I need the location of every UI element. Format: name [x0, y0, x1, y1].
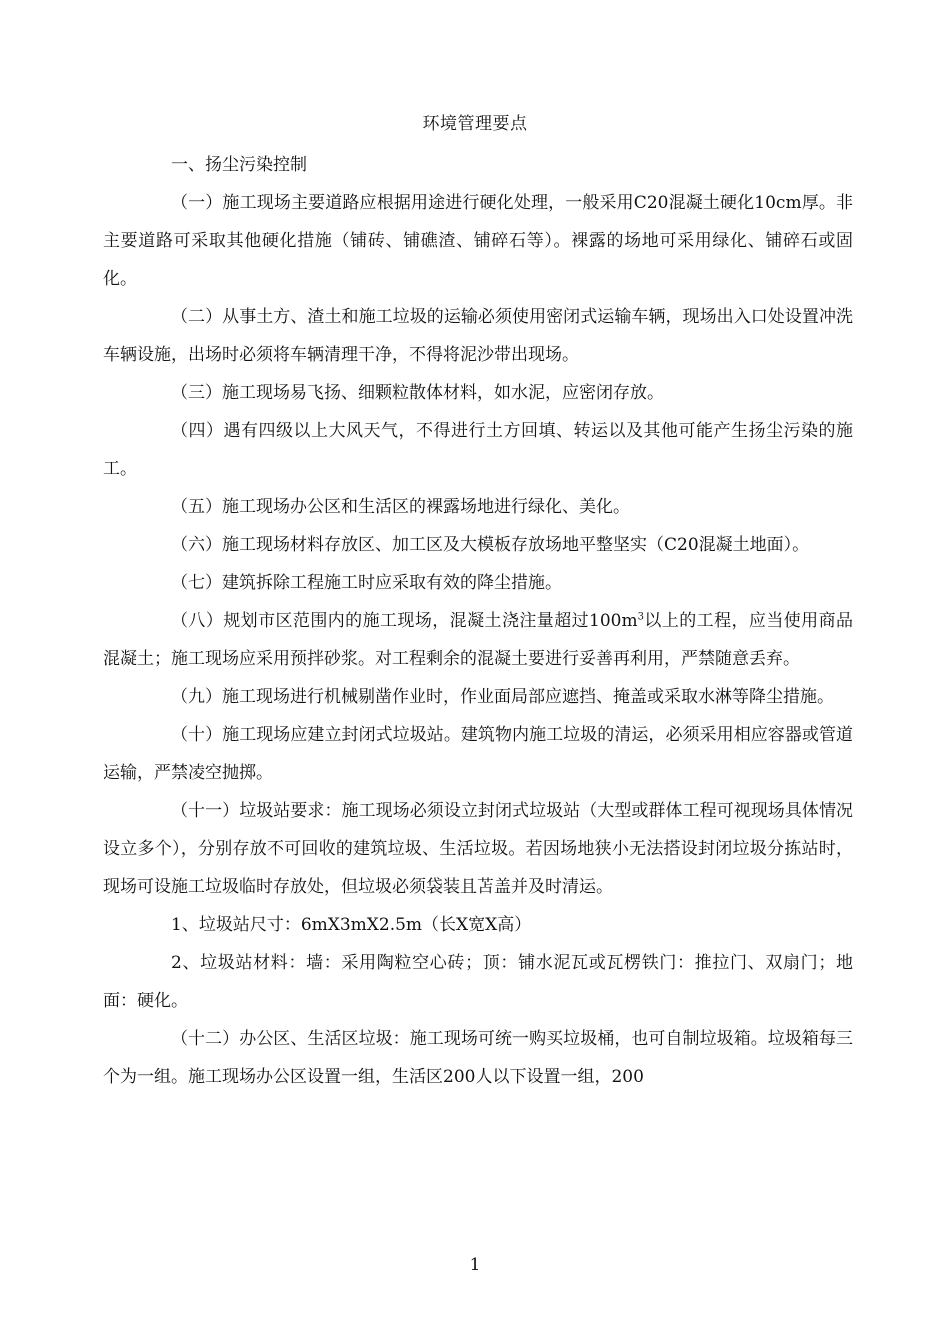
paragraph-2: （二）从事土方、渣土和施工垃圾的运输必须使用密闭式运输车辆，现场出入口处设置冲洗车辆设施，出场时必须将车辆清理干净，不得将泥沙带出现场。: [103, 307, 853, 365]
paragraph-14: （十二）办公区、生活区垃圾：施工现场可统一购买垃圾桶，也可自制垃圾箱。垃圾箱每三个为一组。施工现场办公区设置一组，生活区200人以下设置一组，200: [103, 1029, 853, 1087]
page-number: 1: [469, 1255, 481, 1275]
paragraph-4: （四）遇有四级以上大风天气，不得进行土方回填、转运以及其他可能产生扬尘污染的施工。: [103, 421, 853, 479]
paragraph-6: （六）施工现场材料存放区、加工区及大模板存放场地平整坚实（C20混凝土地面）。: [171, 535, 810, 555]
page-title: 环境管理要点: [422, 114, 528, 134]
paragraph-3: （三）施工现场易飞扬、细颗粒散体材料，如水泥，应密闭存放。: [171, 383, 664, 403]
paragraph-10: （十）施工现场应建立封闭式垃圾站。建筑物内施工垃圾的清运，必须采用相应容器或管道运输，严禁凌空抛掷。: [103, 725, 853, 783]
paragraph-9: （九）施工现场进行机械剔凿作业时，作业面局部应遮挡、掩盖或采取水淋等降尘措施。: [171, 687, 834, 707]
paragraph-8-after: 以上的工程，应当使用商品混凝土；施工现场应采用预拌砂浆。对工程剩余的混凝土要进行妥善再利用，严禁随意丢弃。: [103, 611, 853, 669]
paragraph-1: （一）施工现场主要道路应根据用途进行硬化处理，一般采用C20混凝土硬化10cm厚。非主要道路可采取其他硬化措施（铺砖、铺礁渣、铺碎石等）。裸露的场地可采用绿化、铺碎石或固化。: [103, 193, 853, 289]
paragraph-8: [103, 602, 853, 678]
paragraph-7: （七）建筑拆除工程施工时应采取有效的降尘措施。: [171, 573, 562, 593]
paragraph-11: （十一）垃圾站要求：施工现场必须设立封闭式垃圾站（大型或群体工程可视现场具体情况设立多个），分别存放不可回收的建筑垃圾、生活垃圾。若因场地狭小无法搭设封闭垃圾分拣站时，现场可设施工垃圾临时存放处，但垃圾必须袋装且苫盖并及时清运。: [103, 801, 853, 897]
paragraph-12: 1、垃圾站尺寸：6mX3mX2.5m（长X宽X高）: [171, 915, 532, 935]
document-body: [103, 146, 853, 1096]
cubic-superscript: 3: [637, 611, 644, 623]
paragraph-13: 2、垃圾站材料：墙：采用陶粒空心砖；顶：铺水泥瓦或瓦楞铁门：推拉门、双扇门；地面：硬化。: [103, 953, 853, 1011]
section-heading: 一、扬尘污染控制: [171, 155, 307, 175]
paragraph-8-before: （八）规划市区范围内的施工现场，混凝土浇注量超过100m: [171, 611, 638, 631]
paragraph-5: （五）施工现场办公区和生活区的裸露场地进行绿化、美化。: [171, 497, 630, 517]
